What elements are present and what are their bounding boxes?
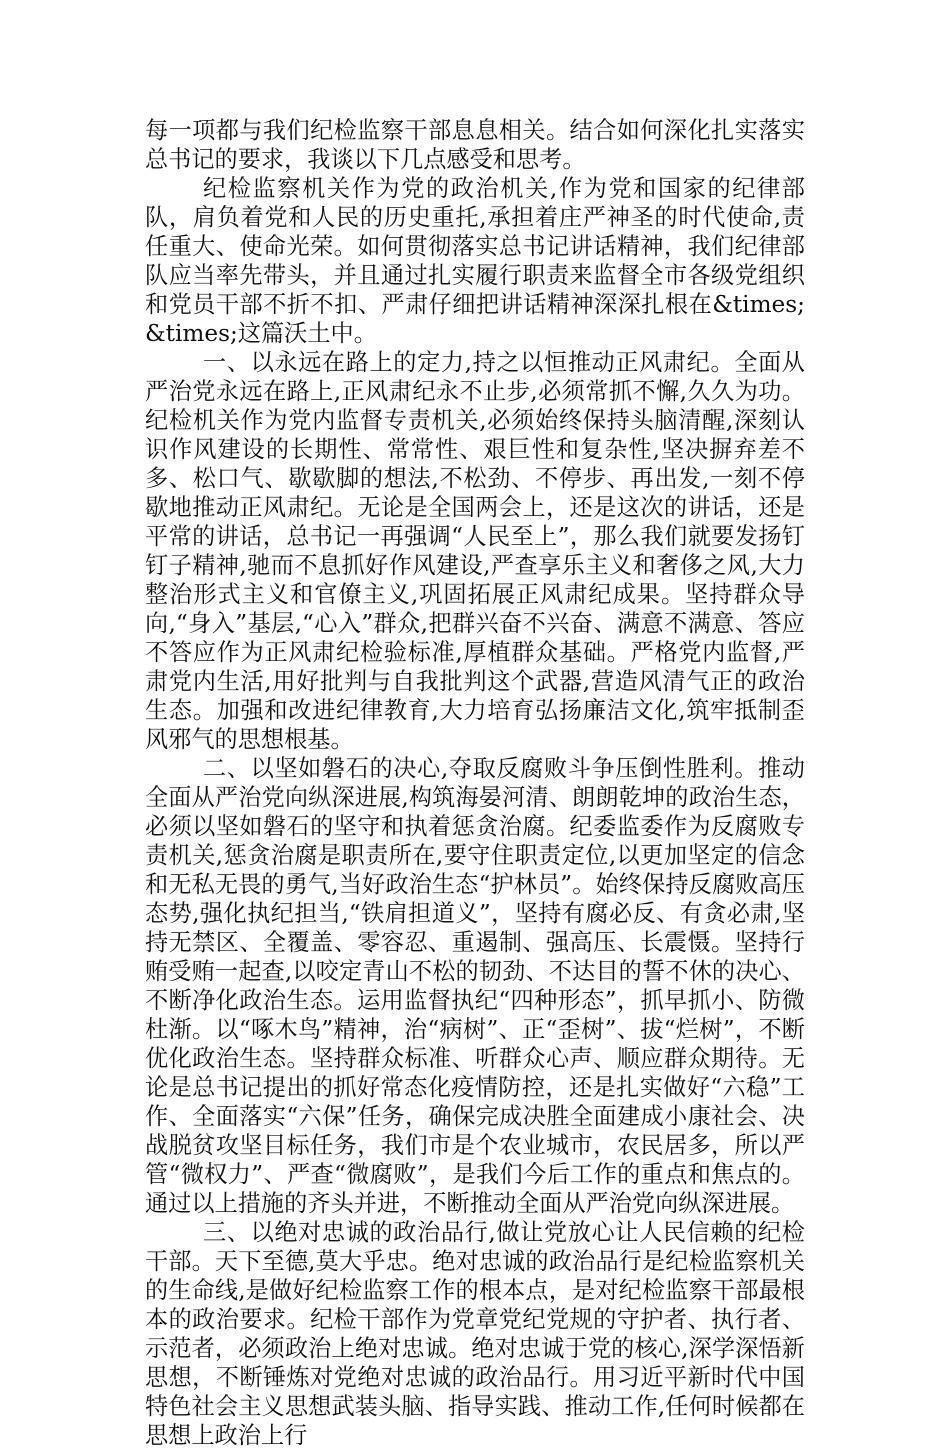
paragraph-point-three: 三、以绝对忠诚的政治品行,做让党放心让人民信赖的纪检干部。天下至德,莫大乎忠。绝对忠诚的政治品行是纪检监察机关的生命线,是做好纪检监察工作的根本点，是对纪检监察干部最根本的政治要求。纪检干部作为党章党纪党规的守护者、执行者、示范者，必须政治上绝对忠诚。绝对忠诚于党的核心,深学深悟新思想，不断锤炼对党绝对忠诚的政治品行。用习近平新时代中国特色社会主义思想武装头脑、指导实践、推动工作,任何时候都在思想上政治上行 xyxy=(145,1219,805,1449)
paragraph-point-one: 一、以永远在路上的定力,持之以恒推动正风肃纪。全面从严治党永远在路上,正风肃纪永不止步,必须常抓不懈,久久为功。纪检机关作为党内监督专责机关,必须始终保持头脑清醒,深刻认识作风建设的长期性、常常性、艰巨性和复杂性,坚决摒弃差不多、松口气、歇歇脚的想法,不松劲、不停步、再出发,一刻不停歇地推动正风肃纪。无论是全国两会上，还是这次的讲话，还是平常的讲话，总书记一再强调“人民至上”，那么我们就要发扬钉钉子精神,驰而不息抓好作风建设,严查享乐主义和奢侈之风,大力整治形式主义和官僚主义,巩固拓展正风肃纪成果。坚持群众导向,“身入”基层,“心入”群众,把群兴奋不兴奋、满意不满意、答应不答应作为正风肃纪检验标准,厚植群众基础。严格党内监督,严肃党内生活,用好批判与自我批判这个武器,营造风清气正的政治生态。加强和改进纪律教育,大力培育弘扬廉洁文化,筑牢抵制歪风邪气的思想根基。 xyxy=(145,349,805,753)
document-page xyxy=(145,116,805,1450)
paragraph-point-two: 二、以坚如磐石的决心,夺取反腐败斗争压倒性胜利。推动全面从严治党向纵深进展,构筑海晏河清、朗朗乾坤的政治生态，必须以坚如磐石的坚守和执着惩贪治腐。纪委监委作为反腐败专责机关,惩贪治腐是职责所在,要守住职责定位,以更加坚定的信念和无私无畏的勇气,当好政治生态“护林员”。始终保持反腐败高压态势,强化执纪担当,“铁肩担道义”，坚持有腐必反、有贪必肃,坚持无禁区、全覆盖、零容忍、重遏制、强高压、长震慑。坚持行贿受贿一起查,以咬定青山不松的韧劲、不达目的誓不休的决心、不断净化政治生态。运用监督执纪“四种形态”，抓早抓小、防微杜渐。以“啄木鸟”精神，治“病树”、正“歪树”、拔“烂树”，不断优化政治生态。坚持群众标准、听群众心声、顺应群众期待。无论是总书记提出的抓好常态化疫情防控，还是扎实做好“六稳”工作、全面落实“六保”任务，确保完成决胜全面建成小康社会、决战脱贫攻坚目标任务，我们市是个农业城市，农民居多，所以严管“微权力”、严查“微腐败”，是我们今后工作的重点和焦点的。通过以上措施的齐头并进，不断推动全面从严治党向纵深进展。 xyxy=(145,755,805,1217)
paragraph-intro: 每一项都与我们纪检监察干部息息相关。结合如何深化扎实落实总书记的要求，我谈以下几点感受和思考。 xyxy=(145,117,805,173)
paragraph-role: 纪检监察机关作为党的政治机关,作为党和国家的纪律部队，肩负着党和人民的历史重托,承担着庄严神圣的时代使命,责任重大、使命光荣。如何贯彻落实总书记讲话精神，我们纪律部队应当率先带头，并且通过扎实履行职责来监督全市各级党组织和党员干部不折不扣、严肃仔细把讲话精神深深扎根在&times;&times;这篇沃土中。 xyxy=(145,175,805,347)
